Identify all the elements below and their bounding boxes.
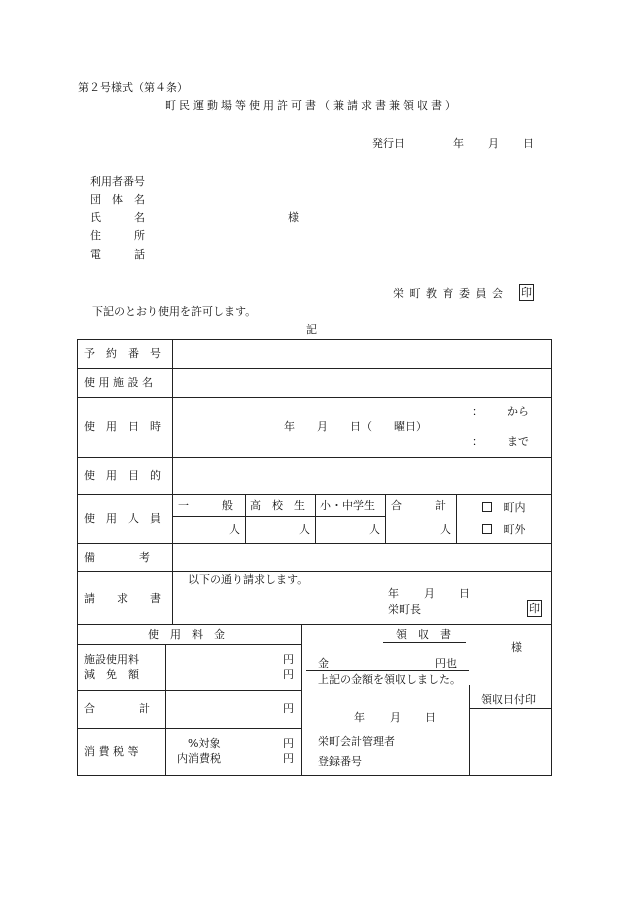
to-label: まで — [507, 435, 529, 448]
receipt-honorific: 様 — [511, 641, 522, 654]
invoice-label: 請 求 書 — [84, 592, 161, 605]
receipt-received-text: 上記の金額を領収しました。 — [318, 673, 461, 686]
invoice-text: 以下の通り請求します。 — [188, 573, 309, 586]
accountant-label: 栄町会計管理者 — [318, 735, 395, 748]
tax-label: 消 費 税 等 — [84, 745, 139, 758]
phone-label: 電 話 — [90, 248, 145, 261]
remarks-label: 備 考 — [84, 551, 150, 564]
reduction-label: 減 免 額 — [84, 668, 139, 681]
invoice-day: 日 — [459, 587, 470, 600]
from-colon: ： — [472, 405, 483, 418]
unit-high: 人 — [299, 523, 310, 536]
address-label: 住 所 — [90, 229, 145, 242]
issuer-seal: 印 — [521, 286, 532, 299]
facility-fee-label: 施設使用料 — [84, 653, 139, 666]
pct-target-label: %対象 — [188, 737, 221, 750]
form-title: 町民運動場等使用許可書（兼請求書兼領収書） — [165, 99, 459, 112]
inner-tax-label: 内消費税 — [177, 752, 221, 765]
reservation-number-label: 予 約 番 号 — [84, 347, 161, 360]
facility-fee-yen: 円 — [283, 653, 294, 666]
invoice-month: 月 — [424, 587, 435, 600]
col-high-school: 高 校 生 — [250, 499, 305, 512]
in-town-checkbox[interactable] — [482, 502, 492, 512]
receipt-kin: 金 — [318, 657, 329, 670]
form-number: 第２号様式（第４条） — [78, 81, 188, 94]
invoice-year: 年 — [388, 587, 399, 600]
to-colon: ： — [472, 435, 483, 448]
usage-datetime-label: 使 用 日 時 — [84, 420, 161, 433]
out-town-checkbox[interactable] — [482, 524, 492, 534]
col-general: 一 般 — [178, 499, 233, 512]
fees-header: 使 用 料 金 — [148, 628, 225, 641]
issue-day: 日 — [523, 137, 534, 150]
people-label: 使 用 人 員 — [84, 512, 161, 525]
unit-elem: 人 — [369, 523, 380, 536]
in-town-option[interactable] — [482, 502, 526, 513]
col-elementary: 小・中学生 — [320, 499, 375, 512]
out-town-option[interactable] — [482, 524, 526, 535]
facility-name-label: 使 用 施 設 名 — [84, 376, 153, 389]
unit-total: 人 — [440, 523, 451, 536]
pct-target-yen: 円 — [283, 737, 294, 750]
inner-tax-yen: 円 — [283, 752, 294, 765]
receipt-month: 月 — [390, 711, 401, 724]
reduction-yen: 円 — [283, 668, 294, 681]
usage-date-line: 年 月 日（ 曜日） — [284, 420, 427, 433]
ki-label: 記 — [306, 323, 317, 336]
mayor-label: 栄町長 — [388, 603, 421, 616]
out-town-label: 町外 — [503, 523, 526, 536]
registration-number-label: 登録番号 — [318, 755, 362, 768]
receipt-stamp-label: 領収日付印 — [481, 693, 536, 706]
purpose-label: 使 用 目 的 — [84, 469, 161, 482]
receipt-year: 年 — [354, 711, 365, 724]
unit-general: 人 — [229, 523, 240, 536]
receipt-title: 領 収 書 — [396, 628, 451, 641]
receipt-yen-end: 円也 — [435, 657, 457, 670]
intro-text: 下記のとおり使用を許可します。 — [92, 305, 257, 318]
fees-total-yen: 円 — [283, 702, 294, 715]
name-label: 氏 名 — [90, 211, 145, 224]
issuer-name: 栄 町 教 育 委 員 会 — [393, 287, 504, 300]
col-total: 合 計 — [391, 499, 446, 512]
group-name-label: 団 体 名 — [90, 193, 145, 206]
honorific-sama: 様 — [288, 211, 299, 224]
issue-date-label: 発行日 — [372, 137, 405, 150]
fees-total-label: 合 計 — [84, 702, 150, 715]
mayor-seal: 印 — [529, 602, 540, 615]
issue-month: 月 — [488, 137, 499, 150]
user-number-label: 利用者番号 — [90, 175, 145, 188]
issue-year: 年 — [453, 137, 464, 150]
from-label: から — [507, 405, 529, 418]
in-town-label: 町内 — [503, 501, 526, 514]
receipt-day: 日 — [425, 711, 436, 724]
